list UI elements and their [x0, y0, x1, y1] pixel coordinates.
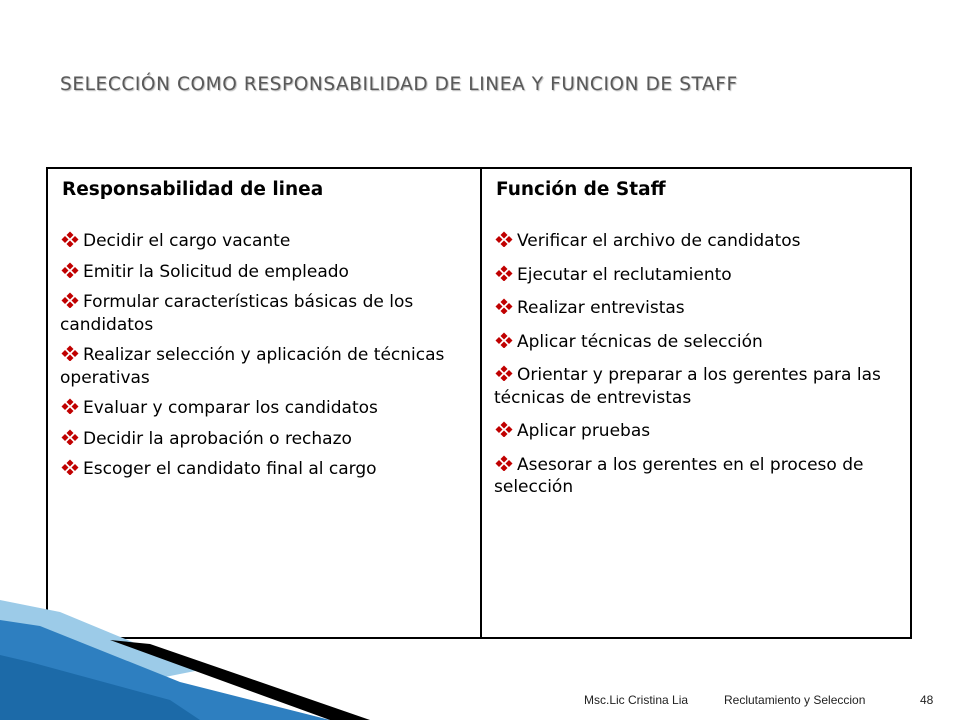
list-item — [494, 297, 898, 320]
decorative-swoosh — [0, 560, 380, 720]
list-item-text: Aplicar técnicas de selección — [517, 331, 763, 352]
staff-function-list — [494, 230, 898, 499]
list-item — [494, 420, 898, 443]
list-item — [494, 331, 898, 354]
list-item-text: Realizar entrevistas — [517, 298, 685, 318]
list-item-text: Evaluar y comparar los candidatos — [83, 398, 378, 418]
list-item — [60, 458, 468, 481]
list-item — [60, 344, 468, 389]
list-item — [60, 261, 468, 284]
four-diamond-bullet-icon — [494, 455, 514, 471]
four-diamond-bullet-icon — [60, 292, 80, 308]
list-item-text: Realizar selección y aplicación de técnicas operativas — [60, 345, 445, 388]
footer-author: Msc.Lic Cristina Lia — [584, 693, 689, 707]
list-item — [494, 454, 898, 499]
four-diamond-bullet-icon — [494, 365, 514, 381]
four-diamond-bullet-icon — [60, 262, 80, 278]
list-item-text: Orientar y preparar a los gerentes para las técnicas de entrevistas — [494, 365, 881, 408]
list-item-text: Escoger el candidato final al cargo — [83, 459, 377, 479]
column-header-line: Responsabilidad de linea — [62, 179, 324, 200]
four-diamond-bullet-icon — [494, 231, 514, 247]
line-responsibility-list — [60, 230, 468, 481]
list-item — [494, 364, 898, 409]
list-item — [60, 428, 468, 451]
four-diamond-bullet-icon — [494, 265, 514, 281]
list-item — [494, 230, 898, 253]
list-item-text: Ejecutar el reclutamiento — [517, 264, 732, 285]
list-item-text: Verificar el archivo de candidatos — [517, 231, 801, 251]
list-item-text: Formular características básicas de los candidatos — [60, 292, 414, 335]
slide-title: SELECCIÓN COMO RESPONSABILIDAD DE LINEA Y FUNCION DE STAFF — [60, 74, 738, 95]
list-item-text: Aplicar pruebas — [517, 421, 651, 441]
column-staff-function — [482, 169, 910, 637]
four-diamond-bullet-icon — [60, 231, 80, 247]
four-diamond-bullet-icon — [60, 345, 80, 361]
four-diamond-bullet-icon — [494, 298, 514, 314]
list-item — [60, 230, 468, 253]
footer-page-number: 48 — [920, 693, 934, 707]
list-item — [494, 264, 898, 287]
list-item — [60, 291, 468, 336]
four-diamond-bullet-icon — [494, 421, 514, 437]
list-item-text: Decidir la aprobación o rechazo — [83, 428, 352, 449]
four-diamond-bullet-icon — [60, 429, 80, 445]
list-item-text: Decidir el cargo vacante — [83, 231, 291, 251]
four-diamond-bullet-icon — [60, 459, 80, 475]
footer-course: Reclutamiento y Seleccion — [724, 693, 866, 707]
list-item-text: Emitir la Solicitud de empleado — [83, 261, 349, 282]
four-diamond-bullet-icon — [60, 398, 80, 414]
four-diamond-bullet-icon — [494, 332, 514, 348]
list-item-text: Asesorar a los gerentes en el proceso de selección — [494, 454, 864, 497]
list-item — [60, 397, 468, 420]
column-header-staff: Función de Staff — [496, 179, 666, 200]
